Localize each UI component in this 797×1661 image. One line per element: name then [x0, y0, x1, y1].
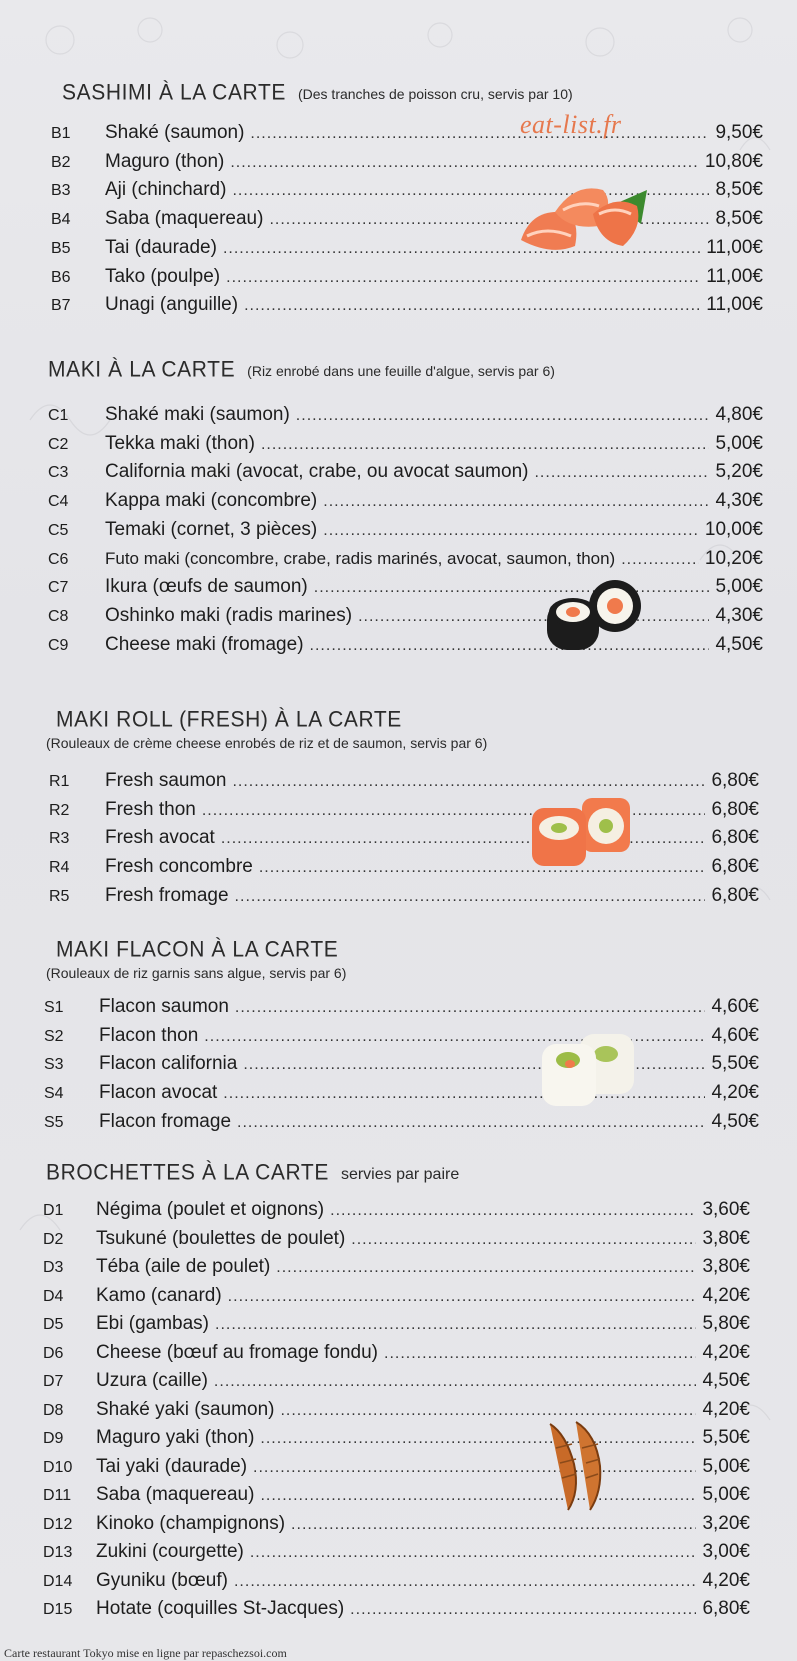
menu-item	[43, 1228, 750, 1256]
leader-dots	[228, 1288, 697, 1306]
leader-dots	[280, 1402, 696, 1420]
item-price: 6,80€	[711, 856, 759, 878]
item-code: B6	[51, 268, 71, 286]
leader-dots	[291, 1516, 696, 1534]
menu-item	[43, 1399, 750, 1427]
item-code: S5	[44, 1113, 64, 1131]
item-code: R5	[49, 887, 70, 905]
leader-dots	[223, 1085, 705, 1103]
leader-dots	[214, 1373, 697, 1391]
item-price: 5,20€	[715, 461, 763, 483]
item-name: Fresh avocat	[105, 827, 215, 849]
item-price: 9,50€	[715, 122, 763, 143]
item-code: D4	[43, 1287, 64, 1305]
item-name: Kamo (canard)	[96, 1284, 222, 1306]
section-title: MAKI À LA CARTE	[48, 357, 236, 382]
item-name: Fresh saumon	[105, 770, 227, 791]
item-price: 11,00€	[706, 294, 763, 316]
leader-dots	[235, 999, 706, 1017]
section-title: MAKI FLACON À LA CARTE	[56, 937, 339, 962]
item-price: 4,60€	[711, 1024, 759, 1046]
item-price: 8,50€	[715, 208, 763, 230]
item-code: B2	[51, 153, 71, 171]
menu-item	[51, 122, 763, 150]
item-name: Flacon saumon	[99, 996, 229, 1017]
item-price: 3,80€	[702, 1256, 750, 1277]
menu-item	[48, 576, 763, 604]
item-price: 4,20€	[702, 1569, 750, 1591]
item-price: 6,80€	[711, 798, 759, 820]
section-title: MAKI ROLL (FRESH) À LA CARTE	[56, 707, 402, 732]
item-name: Fresh thon	[105, 798, 196, 820]
item-name: Flacon thon	[99, 1024, 199, 1046]
item-name: California maki (avocat, crabe, ou avocat saumon)	[105, 461, 529, 483]
leader-dots	[621, 551, 699, 569]
item-name: Fresh fromage	[105, 884, 229, 906]
item-price: 6,80€	[702, 1598, 750, 1619]
eat-list-logo: eat-list.fr	[520, 110, 622, 139]
menu-item	[43, 1598, 750, 1626]
item-name: Kinoko (champignons)	[96, 1512, 286, 1534]
item-name: Flacon california	[99, 1053, 238, 1075]
item-price: 6,80€	[711, 827, 759, 849]
item-code: B3	[51, 182, 71, 200]
item-code: C9	[48, 636, 69, 654]
menu-item	[44, 1053, 759, 1081]
leader-dots	[237, 1114, 705, 1132]
menu-item	[44, 996, 759, 1024]
footer-credit: Carte restaurant Tokyo mise en ligne par repaschezsoi.com	[4, 1646, 287, 1660]
menu-item	[51, 266, 763, 294]
item-price: 4,30€	[715, 604, 763, 626]
item-code: D11	[43, 1487, 72, 1504]
item-name: Cheese (bœuf au fromage fondu)	[96, 1341, 378, 1363]
item-name: Hotate (coquilles St-Jacques)	[96, 1598, 345, 1619]
menu-item	[48, 634, 763, 662]
section-title: BROCHETTES À LA CARTE	[46, 1160, 329, 1185]
menu-item	[43, 1370, 750, 1398]
leader-dots	[296, 407, 710, 425]
leader-dots	[260, 1487, 696, 1505]
item-name: Maguro (thon)	[105, 150, 225, 172]
item-code: D8	[43, 1401, 64, 1419]
leader-dots	[244, 297, 700, 315]
leader-dots	[323, 522, 699, 540]
item-name: Kappa maki (concombre)	[105, 490, 318, 512]
leader-dots	[534, 464, 709, 482]
item-price: 5,00€	[715, 432, 763, 454]
menu-item	[43, 1541, 750, 1569]
leader-dots	[358, 608, 709, 626]
item-code: C8	[48, 607, 69, 625]
item-price: 11,00€	[706, 265, 763, 287]
item-price: 5,50€	[711, 1053, 759, 1075]
leader-dots	[330, 1202, 696, 1220]
menu-item	[43, 1570, 750, 1598]
item-name: Temaki (cornet, 3 pièces)	[105, 518, 318, 540]
item-code: R1	[49, 773, 70, 790]
item-name: Aji (chinchard)	[105, 179, 227, 201]
menu-item	[44, 1025, 759, 1053]
item-code: D1	[43, 1202, 64, 1219]
item-name: Saba (maquereau)	[105, 208, 264, 230]
menu-item	[43, 1285, 750, 1313]
menu-item	[44, 1111, 759, 1139]
item-name: Ikura (œufs de saumon)	[105, 576, 308, 598]
item-code: C4	[48, 493, 69, 511]
item-name: Flacon fromage	[99, 1110, 232, 1132]
section-subtitle: (Rouleaux de riz garnis sans algue, servis par 6)	[46, 965, 347, 981]
section-sashimi	[0, 82, 797, 103]
menu-item	[51, 179, 763, 207]
item-name: Tai yaki (daurade)	[96, 1455, 248, 1477]
leader-dots	[350, 1601, 696, 1619]
item-code: B5	[51, 239, 71, 257]
leader-dots	[351, 1231, 696, 1249]
menu-item	[49, 856, 759, 884]
leader-dots	[261, 436, 710, 454]
item-price: 4,20€	[711, 1082, 759, 1104]
menu-item	[51, 237, 763, 265]
section-subtitle: (Riz enrobé dans une feuille d'algue, servis par 6)	[247, 363, 555, 379]
menu-item	[48, 490, 763, 518]
leader-dots	[232, 182, 709, 200]
menu-item	[48, 404, 763, 432]
item-code: B4	[51, 211, 71, 229]
item-code: S3	[44, 1056, 64, 1074]
menu-item	[48, 519, 763, 547]
menu-item	[43, 1256, 750, 1284]
item-code: D7	[43, 1373, 64, 1390]
leader-dots	[276, 1259, 696, 1277]
leader-dots	[310, 637, 710, 655]
item-code: C6	[48, 550, 69, 568]
item-code: D12	[43, 1515, 73, 1533]
leader-dots	[232, 773, 705, 791]
item-code: R4	[49, 859, 70, 877]
item-name: Shaké yaki (saumon)	[96, 1398, 275, 1420]
item-name: Cheese maki (fromage)	[105, 633, 304, 655]
leader-dots	[269, 211, 709, 229]
leader-dots	[204, 1028, 705, 1046]
item-name: Tako (poulpe)	[105, 265, 221, 287]
menu-item	[51, 208, 763, 236]
item-price: 11,00€	[706, 236, 763, 258]
item-price: 4,60€	[711, 996, 759, 1017]
item-price: 4,20€	[702, 1341, 750, 1363]
leader-dots	[243, 1056, 705, 1074]
leader-dots	[250, 125, 709, 143]
item-code: S2	[44, 1027, 64, 1045]
section-subtitle: servies par paire	[340, 1166, 460, 1183]
item-name: Unagi (anguille)	[105, 294, 239, 316]
menu-item	[43, 1427, 750, 1455]
leader-dots	[259, 859, 706, 877]
section-subtitle: (Rouleaux de crème cheese enrobés de riz et de saumon, servis par 6)	[46, 735, 488, 751]
menu-item	[49, 885, 759, 913]
item-code: D5	[43, 1316, 64, 1333]
leader-dots	[215, 1316, 696, 1334]
item-price: 6,80€	[711, 884, 759, 906]
menu-item	[43, 1456, 750, 1484]
item-price: 10,80€	[704, 150, 763, 172]
item-name: Tsukuné (boulettes de poulet)	[96, 1227, 346, 1249]
item-price: 5,00€	[715, 576, 763, 598]
menu-item	[49, 799, 759, 827]
item-code: D3	[43, 1259, 64, 1276]
item-code: D13	[43, 1544, 73, 1561]
item-code: D2	[43, 1230, 64, 1248]
menu-item	[49, 827, 759, 855]
menu-item	[43, 1313, 750, 1341]
item-price: 4,80€	[715, 404, 763, 425]
item-name: Saba (maquereau)	[96, 1484, 255, 1505]
menu-item	[48, 461, 763, 489]
item-code: S4	[44, 1085, 64, 1103]
item-code: D6	[43, 1344, 64, 1362]
leader-dots	[223, 240, 700, 258]
leader-dots	[260, 1430, 696, 1448]
menu-item	[43, 1199, 750, 1227]
menu-item	[43, 1342, 750, 1370]
item-price: 5,00€	[702, 1484, 750, 1505]
item-name: Ebi (gambas)	[96, 1313, 209, 1334]
section-title: SASHIMI À LA CARTE	[62, 80, 286, 105]
item-code: B1	[51, 125, 71, 142]
item-code: C1	[48, 407, 69, 424]
item-name: Shaké maki (saumon)	[105, 404, 290, 425]
item-price: 3,60€	[702, 1199, 750, 1220]
section-maki	[0, 359, 797, 380]
item-code: S1	[44, 999, 64, 1016]
item-code: C3	[48, 464, 69, 482]
item-price: 4,50€	[702, 1370, 750, 1391]
item-name: Maguro yaki (thon)	[96, 1427, 255, 1448]
leader-dots	[253, 1459, 696, 1477]
item-name: Flacon avocat	[99, 1082, 218, 1104]
leader-dots	[234, 1573, 696, 1591]
menu-item	[51, 151, 763, 179]
menu-item	[51, 294, 763, 322]
leader-dots	[250, 1544, 697, 1562]
section-brochettes	[0, 1162, 797, 1183]
item-code: R3	[49, 830, 70, 848]
leader-dots	[323, 493, 709, 511]
item-price: 4,20€	[702, 1284, 750, 1306]
item-name: Négima (poulet et oignons)	[96, 1199, 325, 1220]
item-code: D9	[43, 1430, 64, 1447]
item-name: Gyuniku (bœuf)	[96, 1569, 228, 1591]
item-price: 4,30€	[715, 490, 763, 512]
leader-dots	[235, 888, 706, 906]
item-price: 5,00€	[702, 1455, 750, 1477]
item-name: Zukini (courgette)	[96, 1541, 244, 1562]
item-price: 3,80€	[702, 1227, 750, 1249]
menu-item	[43, 1484, 750, 1512]
item-price: 10,20€	[704, 547, 763, 569]
item-price: 4,50€	[711, 1110, 759, 1132]
item-price: 8,50€	[715, 179, 763, 201]
item-price: 3,20€	[702, 1512, 750, 1534]
item-price: 5,80€	[702, 1313, 750, 1334]
item-name: Oshinko maki (radis marines)	[105, 604, 353, 626]
item-price: 4,50€	[715, 633, 763, 655]
leader-dots	[314, 579, 710, 597]
menu-item	[48, 433, 763, 461]
leader-dots	[230, 154, 699, 172]
item-price: 10,00€	[704, 518, 763, 540]
item-name: Téba (aile de poulet)	[96, 1256, 271, 1277]
item-name: Tekka maki (thon)	[105, 432, 255, 454]
item-name: Tai (daurade)	[105, 236, 217, 258]
menu-item	[43, 1513, 750, 1541]
section-maki-flacon	[0, 939, 797, 981]
item-code: C7	[48, 579, 69, 597]
item-code: D10	[43, 1458, 73, 1476]
item-code: R2	[49, 801, 70, 819]
item-price: 6,80€	[711, 770, 759, 791]
leader-dots	[384, 1345, 696, 1363]
item-code: B7	[51, 297, 71, 315]
menu-item	[49, 770, 759, 798]
item-code: D14	[43, 1572, 73, 1590]
menu-item	[48, 548, 763, 576]
item-price: 3,00€	[702, 1541, 750, 1562]
item-name: Fresh concombre	[105, 856, 253, 878]
leader-dots	[226, 269, 700, 287]
item-name: Uzura (caille)	[96, 1370, 208, 1391]
item-code: C5	[48, 521, 69, 539]
section-subtitle: (Des tranches de poisson cru, servis par 10)	[297, 86, 573, 102]
leader-dots	[202, 802, 706, 820]
item-code: D15	[43, 1601, 73, 1618]
item-code: C2	[48, 435, 69, 453]
leader-dots	[221, 830, 706, 848]
item-price: 5,50€	[702, 1427, 750, 1448]
section-maki-roll	[0, 709, 797, 751]
menu-item	[44, 1082, 759, 1110]
menu-item	[48, 605, 763, 633]
item-name: Shaké (saumon)	[105, 122, 245, 143]
item-name: Futo maki (concombre, crabe, radis marinés, avocat, saumon, thon)	[105, 548, 616, 568]
item-price: 4,20€	[702, 1398, 750, 1420]
